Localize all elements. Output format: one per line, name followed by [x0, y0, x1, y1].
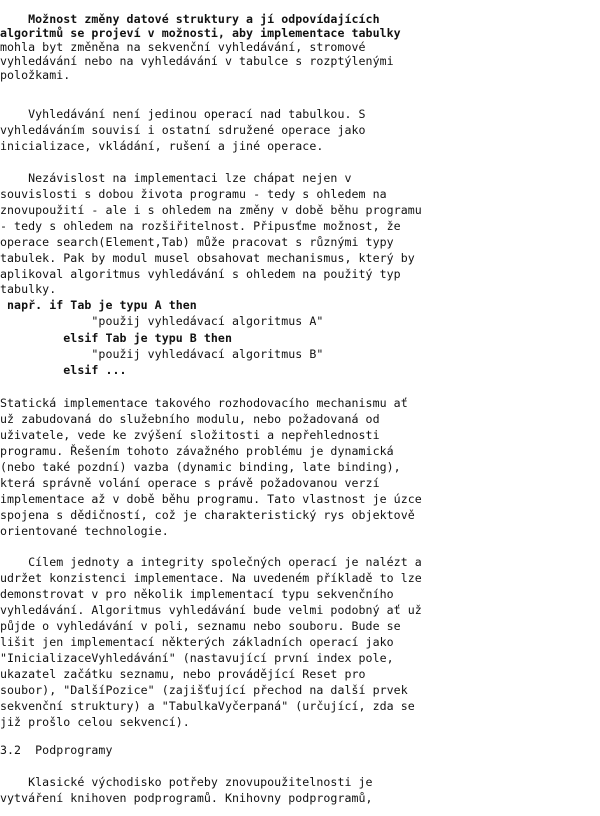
code-line: elsif Tab je typu B then [0, 331, 232, 345]
code-line: např. if Tab je typu A then [0, 298, 197, 312]
text-line: (nebo také pozdní) vazba (dynamic binding, late binding), [0, 460, 401, 474]
text-line: aplikoval algoritmus vyhledávání s ohledem na použitý typ [0, 267, 401, 281]
text-line: Klasické východisko potřeby znovupoužitelnosti je [0, 775, 373, 789]
text-line: tabulek. Pak by modul musel obsahovat mechanismus, který by [0, 251, 415, 265]
text-line: Nezávislost na implementaci lze chápat nejen v [0, 171, 352, 185]
text-line: spojena s dědičností, což je charakteristický rys objektově [0, 508, 415, 522]
code-line: "použij vyhledávací algoritmus A" [0, 314, 324, 328]
text-line: půjde o vyhledávání v poli, seznamu nebo souboru. Bude se [0, 619, 401, 633]
code-line: elsif ... [0, 363, 127, 377]
text-line: implementace až v době běhu programu. Tato vlastnost je úzce [0, 492, 422, 506]
text-line: udržet konzistenci implementace. Na uvedeném příkladě to lze [0, 571, 422, 585]
text-line: vyhledáváním souvisí i ostatní sdružené operace jako [0, 123, 366, 137]
text-line: znovupoužití - ale i s ohledem na změny v době běhu programu [0, 203, 422, 217]
text-line: inicializace, vkládání, rušení a jiné operace. [0, 139, 324, 153]
text-line: Cílem jednoty a integrity společných operací je nalézt a [0, 555, 422, 569]
text-line: uživatele, vede ke zvýšení složitosti a nepřehlednosti [0, 428, 380, 442]
text-line: - tedy s ohledem na rozšiřitelnost. Připusťme možnost, že [0, 219, 401, 233]
text-line: soubor), "DalšíPozice" (zajišťující přechod na další prvek [0, 683, 408, 697]
text-line: lišit jen implementací některých základních operací jako [0, 635, 394, 649]
text-line: vyhledávání. Algoritmus vyhledávání bude velmi podobný ať už [0, 603, 422, 617]
text-line: vytváření knihoven podprogramů. Knihovny podprogramů, [0, 791, 373, 805]
text-line: ukazatel začátku seznamu, nebo provádějící Reset pro [0, 667, 366, 681]
text-line: vyhledávání nebo na vyhledávání v tabulce s rozptýlenými [0, 54, 394, 68]
text-line: algoritmů se projeví v možnosti, aby implementace tabulky [0, 26, 401, 40]
text-line: programu. Řešením tohoto závažného problému je dynamická [0, 444, 394, 458]
text-line: už zabudovaná do služebního modulu, nebo požadovaná od [0, 412, 380, 426]
text-line: demonstrovat v pro několik implementací typu sekvenčního [0, 587, 394, 601]
text-line: sekvenční struktury) a "TabulkaVyčerpaná" (určující, zda se [0, 699, 415, 713]
text-line: souvislosti s dobou života programu - tedy s ohledem na [0, 187, 387, 201]
text-line: operace search(Element,Tab) může pracovat s různými typy [0, 235, 394, 249]
text-line: již prošlo celou sekvencí). [0, 715, 190, 729]
text-line: "InicializaceVyhledávání" (nastavující první index pole, [0, 651, 394, 665]
text-line: Statická implementace takového rozhodovacího mechanismu ať [0, 396, 408, 410]
section-heading: 3.2 Podprogramy [0, 743, 113, 757]
text-line: Možnost změny datové struktury a jí odpovídajících [0, 12, 380, 26]
text-line: mohla byt změněna na sekvenční vyhledávání, stromové [0, 40, 366, 54]
text-line: Vyhledávání není jedinou operací nad tabulkou. S [0, 107, 366, 121]
text-line: která správně volání operace s právě požadovanou verzí [0, 476, 380, 490]
text-line: orientované technologie. [0, 524, 169, 538]
text-line: tabulky. [0, 282, 57, 296]
code-line: "použij vyhledávací algoritmus B" [0, 347, 324, 361]
text-line: položkami. [0, 68, 71, 82]
